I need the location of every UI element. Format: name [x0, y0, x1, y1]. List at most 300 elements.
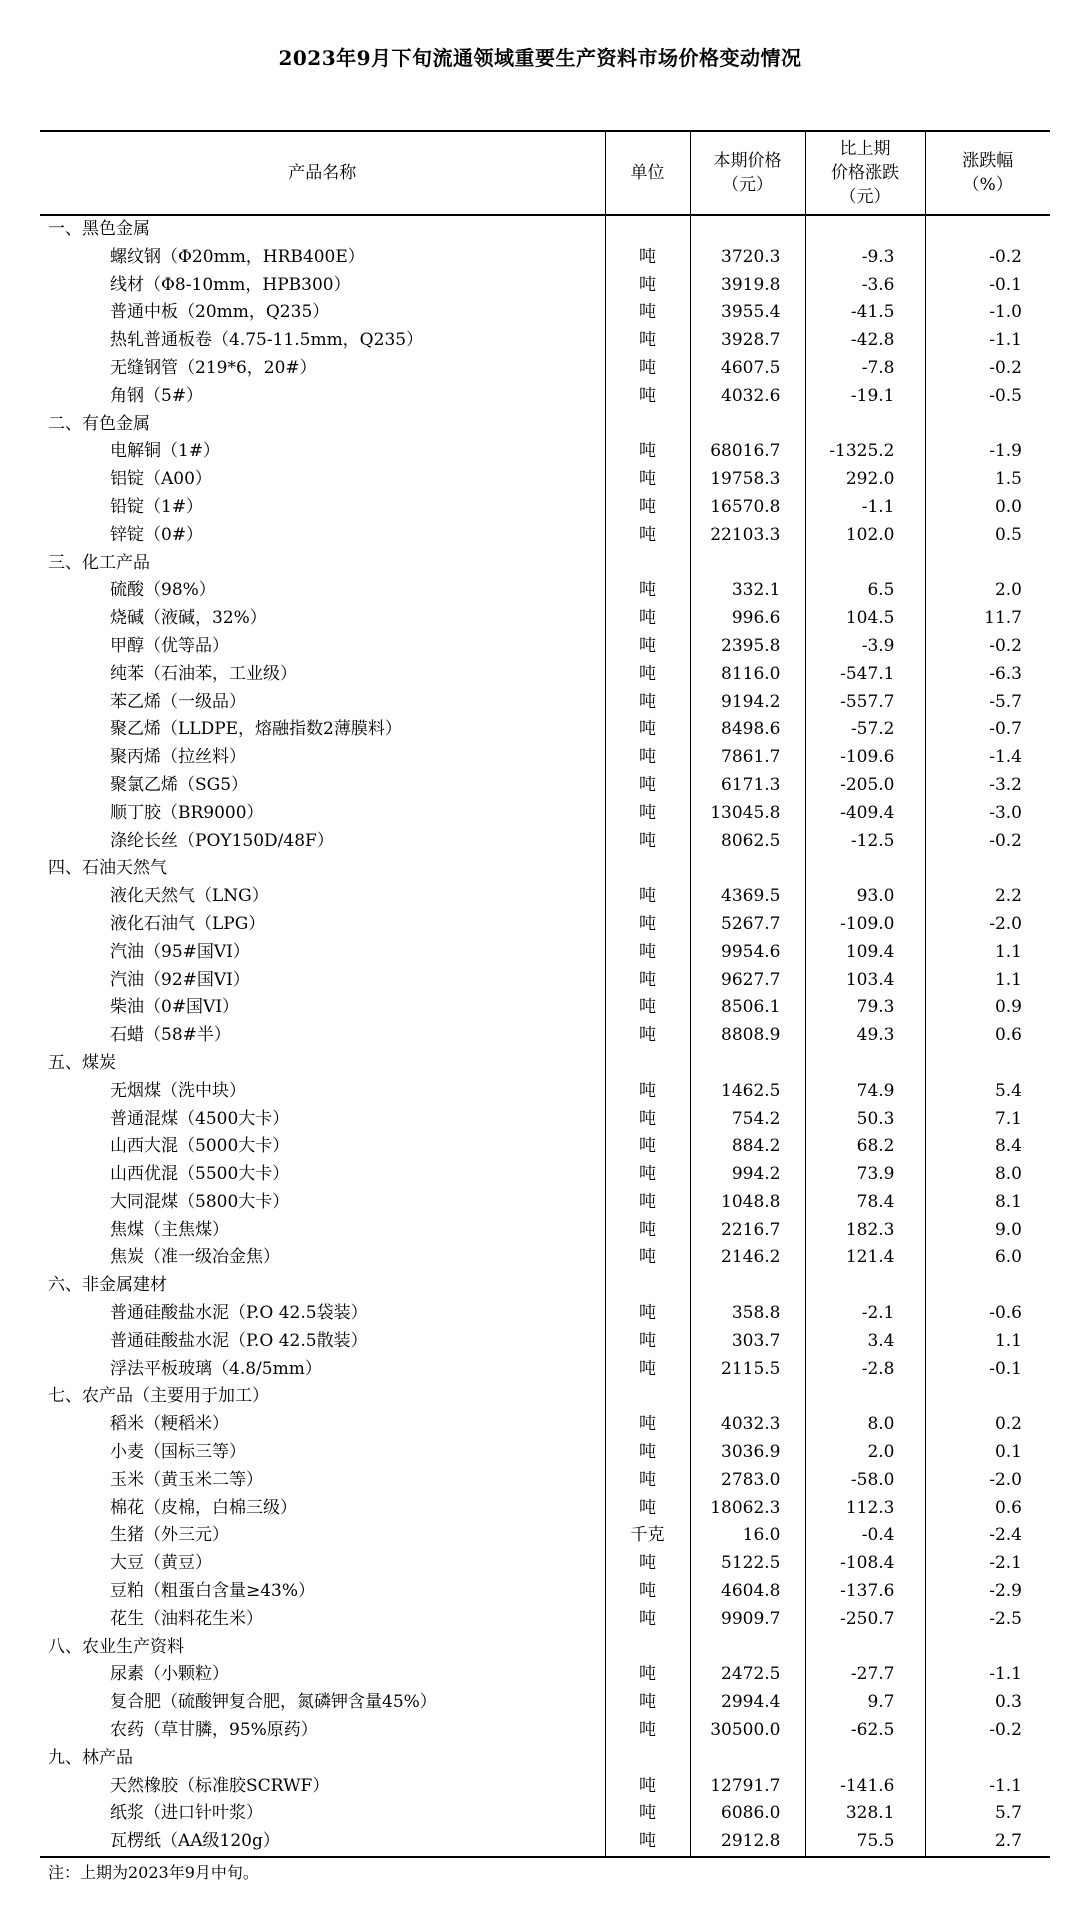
- category-row: [40, 550, 1050, 578]
- product-unit: 吨: [605, 994, 690, 1022]
- change-percent: -0.2: [925, 828, 1050, 856]
- table-row: [40, 522, 1050, 550]
- change-percent: 8.1: [925, 1189, 1050, 1217]
- product-name: 甲醇（优等品）: [110, 635, 229, 656]
- current-price: 2216.7: [690, 1217, 805, 1245]
- empty-cell: [605, 1745, 690, 1773]
- category-name: 八、农业生产资料: [48, 1636, 184, 1657]
- product-unit: 吨: [605, 244, 690, 272]
- category-row: [40, 1634, 1050, 1662]
- category-row: [40, 1745, 1050, 1773]
- change-percent: -3.2: [925, 772, 1050, 800]
- header-change-pct: 涨跌幅 （%）: [925, 131, 1050, 215]
- empty-cell: [605, 855, 690, 883]
- category-row: [40, 1383, 1050, 1411]
- current-price: 68016.7: [690, 438, 805, 466]
- product-name: 焦炭（准一级冶金焦）: [110, 1247, 280, 1268]
- price-change: 2.0: [805, 1439, 925, 1467]
- price-change: -12.5: [805, 828, 925, 856]
- table-row: [40, 577, 1050, 605]
- change-percent: 7.1: [925, 1106, 1050, 1134]
- category-name: 九、林产品: [48, 1747, 133, 1768]
- price-change: -9.3: [805, 244, 925, 272]
- current-price: 3720.3: [690, 244, 805, 272]
- current-price: 19758.3: [690, 466, 805, 494]
- current-price: 2783.0: [690, 1467, 805, 1495]
- current-price: 303.7: [690, 1328, 805, 1356]
- price-change: -409.4: [805, 800, 925, 828]
- category-name: 七、农产品（主要用于加工）: [48, 1386, 269, 1407]
- change-percent: -2.0: [925, 1467, 1050, 1495]
- current-price: 16570.8: [690, 494, 805, 522]
- change-percent: 0.5: [925, 522, 1050, 550]
- table-body: [40, 215, 1050, 1857]
- empty-cell: [805, 1272, 925, 1300]
- product-name: 柴油（0#国VI）: [110, 997, 240, 1018]
- table-row: [40, 1717, 1050, 1745]
- price-change: -3.6: [805, 272, 925, 300]
- table-row: [40, 299, 1050, 327]
- price-table: [40, 130, 1050, 1858]
- current-price: 22103.3: [690, 522, 805, 550]
- header-price-change: 比上期 价格涨跌 （元）: [805, 131, 925, 215]
- product-name: 玉米（黄玉米二等）: [110, 1469, 263, 1490]
- product-name: 农药（草甘膦，95%原药）: [110, 1720, 318, 1741]
- price-change: 182.3: [805, 1217, 925, 1245]
- empty-cell: [690, 215, 805, 244]
- table-row: [40, 1689, 1050, 1717]
- empty-cell: [690, 1745, 805, 1773]
- change-percent: -1.1: [925, 327, 1050, 355]
- category-row: [40, 1272, 1050, 1300]
- current-price: 3036.9: [690, 1439, 805, 1467]
- category-name: 一、黑色金属: [48, 219, 150, 239]
- product-unit: 吨: [605, 1689, 690, 1717]
- empty-cell: [925, 1383, 1050, 1411]
- change-percent: -1.9: [925, 438, 1050, 466]
- category-name: 六、非金属建材: [48, 1275, 167, 1296]
- table-row: [40, 244, 1050, 272]
- change-percent: -0.2: [925, 633, 1050, 661]
- current-price: 4607.5: [690, 355, 805, 383]
- product-unit: 吨: [605, 939, 690, 967]
- price-change: 292.0: [805, 466, 925, 494]
- table-row: [40, 1356, 1050, 1384]
- product-name: 大豆（黄豆）: [110, 1553, 212, 1574]
- category-row: [40, 1050, 1050, 1078]
- product-name: 涤纶长丝（POY150D/48F）: [110, 830, 334, 851]
- product-name: 无烟煤（洗中块）: [110, 1080, 246, 1101]
- product-unit: 吨: [605, 1828, 690, 1857]
- product-name: 山西大混（5000大卡）: [110, 1136, 290, 1157]
- product-name: 普通硅酸盐水泥（P.O 42.5散装）: [110, 1330, 368, 1351]
- current-price: 5122.5: [690, 1550, 805, 1578]
- price-change: 6.5: [805, 577, 925, 605]
- product-unit: 吨: [605, 1244, 690, 1272]
- empty-cell: [925, 1634, 1050, 1662]
- current-price: 4032.6: [690, 383, 805, 411]
- change-percent: 1.1: [925, 1328, 1050, 1356]
- price-change: -57.2: [805, 716, 925, 744]
- table-row: [40, 1606, 1050, 1634]
- price-change: 109.4: [805, 939, 925, 967]
- product-name: 大同混煤（5800大卡）: [110, 1191, 290, 1212]
- table-row: [40, 911, 1050, 939]
- empty-cell: [925, 215, 1050, 244]
- change-percent: 6.0: [925, 1244, 1050, 1272]
- change-percent: -0.1: [925, 272, 1050, 300]
- product-name: 山西优混（5500大卡）: [110, 1164, 290, 1185]
- price-change: 9.7: [805, 1689, 925, 1717]
- current-price: 9954.6: [690, 939, 805, 967]
- current-price: 1048.8: [690, 1189, 805, 1217]
- product-unit: 吨: [605, 1217, 690, 1245]
- product-name: 豆粕（粗蛋白含量≥43%）: [110, 1581, 316, 1602]
- empty-cell: [805, 1050, 925, 1078]
- product-name: 电解铜（1#）: [110, 441, 221, 462]
- product-name: 无缝钢管（219*6，20#）: [110, 357, 317, 378]
- price-change: 68.2: [805, 1133, 925, 1161]
- current-price: 13045.8: [690, 800, 805, 828]
- current-price: 8062.5: [690, 828, 805, 856]
- price-change: -7.8: [805, 355, 925, 383]
- change-percent: 9.0: [925, 1217, 1050, 1245]
- product-unit: 吨: [605, 1161, 690, 1189]
- product-name: 焦煤（主焦煤）: [110, 1219, 229, 1240]
- current-price: 3928.7: [690, 327, 805, 355]
- product-unit: 吨: [605, 661, 690, 689]
- price-change: -1325.2: [805, 438, 925, 466]
- price-change: 112.3: [805, 1495, 925, 1523]
- table-row: [40, 1217, 1050, 1245]
- price-change: -2.8: [805, 1356, 925, 1384]
- empty-cell: [805, 215, 925, 244]
- change-percent: -6.3: [925, 661, 1050, 689]
- current-price: 994.2: [690, 1161, 805, 1189]
- change-percent: 0.9: [925, 994, 1050, 1022]
- price-change: 328.1: [805, 1800, 925, 1828]
- empty-cell: [690, 1634, 805, 1662]
- price-change: 49.3: [805, 1022, 925, 1050]
- product-unit: 吨: [605, 438, 690, 466]
- change-percent: 5.4: [925, 1078, 1050, 1106]
- product-name: 普通中板（20mm，Q235）: [110, 302, 330, 323]
- change-percent: -0.1: [925, 1356, 1050, 1384]
- empty-cell: [805, 1383, 925, 1411]
- current-price: 4032.3: [690, 1411, 805, 1439]
- product-unit: 吨: [605, 1411, 690, 1439]
- table-row: [40, 1189, 1050, 1217]
- product-unit: 吨: [605, 383, 690, 411]
- table-row: [40, 689, 1050, 717]
- change-percent: 0.6: [925, 1495, 1050, 1523]
- header-unit: 单位: [605, 131, 690, 215]
- table-row: [40, 1773, 1050, 1801]
- price-change: -19.1: [805, 383, 925, 411]
- empty-cell: [605, 550, 690, 578]
- price-change: -250.7: [805, 1606, 925, 1634]
- product-unit: 吨: [605, 1328, 690, 1356]
- table-row: [40, 883, 1050, 911]
- product-name: 生猪（外三元）: [110, 1525, 229, 1546]
- empty-cell: [605, 215, 690, 244]
- price-change: 74.9: [805, 1078, 925, 1106]
- table-row: [40, 1328, 1050, 1356]
- change-percent: -0.2: [925, 355, 1050, 383]
- table-row: [40, 1522, 1050, 1550]
- category-row: [40, 215, 1050, 244]
- price-change: -42.8: [805, 327, 925, 355]
- current-price: 6086.0: [690, 1800, 805, 1828]
- empty-cell: [690, 550, 805, 578]
- table-row: [40, 466, 1050, 494]
- price-change: -109.6: [805, 744, 925, 772]
- price-change: 50.3: [805, 1106, 925, 1134]
- change-percent: 1.5: [925, 466, 1050, 494]
- category-row: [40, 411, 1050, 439]
- current-price: 2146.2: [690, 1244, 805, 1272]
- empty-cell: [925, 1272, 1050, 1300]
- price-change: -137.6: [805, 1578, 925, 1606]
- product-name: 稻米（粳稻米）: [110, 1414, 229, 1435]
- product-name: 液化石油气（LPG）: [110, 913, 266, 934]
- price-change: -58.0: [805, 1467, 925, 1495]
- change-percent: -2.9: [925, 1578, 1050, 1606]
- table-row: [40, 494, 1050, 522]
- empty-cell: [925, 1745, 1050, 1773]
- current-price: 358.8: [690, 1300, 805, 1328]
- current-price: 8116.0: [690, 661, 805, 689]
- product-name: 螺纹钢（Φ20mm，HRB400E）: [110, 246, 365, 267]
- product-unit: 吨: [605, 1356, 690, 1384]
- change-percent: 8.4: [925, 1133, 1050, 1161]
- product-name: 铝锭（A00）: [110, 469, 212, 490]
- change-percent: -2.0: [925, 911, 1050, 939]
- empty-cell: [690, 1383, 805, 1411]
- product-name: 硫酸（98%）: [110, 580, 216, 601]
- change-percent: -5.7: [925, 689, 1050, 717]
- current-price: 9909.7: [690, 1606, 805, 1634]
- price-change: -3.9: [805, 633, 925, 661]
- product-name: 聚乙烯（LLDPE，熔融指数2薄膜料）: [110, 719, 402, 740]
- change-percent: -2.1: [925, 1550, 1050, 1578]
- product-unit: 吨: [605, 466, 690, 494]
- product-unit: 吨: [605, 1022, 690, 1050]
- category-name: 二、有色金属: [48, 413, 150, 434]
- current-price: 996.6: [690, 605, 805, 633]
- product-name: 复合肥（硫酸钾复合肥，氮磷钾含量45%）: [110, 1692, 437, 1713]
- table-row: [40, 1022, 1050, 1050]
- product-unit: 千克: [605, 1522, 690, 1550]
- product-unit: 吨: [605, 1578, 690, 1606]
- price-change: -141.6: [805, 1773, 925, 1801]
- table-row: [40, 1439, 1050, 1467]
- product-unit: 吨: [605, 1661, 690, 1689]
- product-unit: 吨: [605, 1189, 690, 1217]
- empty-cell: [690, 1050, 805, 1078]
- price-change: 121.4: [805, 1244, 925, 1272]
- table-row: [40, 1300, 1050, 1328]
- empty-cell: [605, 1272, 690, 1300]
- price-change: -109.0: [805, 911, 925, 939]
- current-price: 754.2: [690, 1106, 805, 1134]
- product-name: 线材（Φ8-10mm，HPB300）: [110, 274, 351, 295]
- product-unit: 吨: [605, 1606, 690, 1634]
- current-price: 12791.7: [690, 1773, 805, 1801]
- price-change: -27.7: [805, 1661, 925, 1689]
- product-unit: 吨: [605, 1439, 690, 1467]
- table-header-row: [40, 131, 1050, 215]
- price-change: -41.5: [805, 299, 925, 327]
- product-unit: 吨: [605, 1078, 690, 1106]
- product-unit: 吨: [605, 327, 690, 355]
- change-percent: 11.7: [925, 605, 1050, 633]
- change-percent: -3.0: [925, 800, 1050, 828]
- price-change: 104.5: [805, 605, 925, 633]
- table-row: [40, 438, 1050, 466]
- product-unit: 吨: [605, 1717, 690, 1745]
- table-row: [40, 1244, 1050, 1272]
- change-percent: 0.1: [925, 1439, 1050, 1467]
- table-row: [40, 1495, 1050, 1523]
- current-price: 332.1: [690, 577, 805, 605]
- empty-cell: [805, 1634, 925, 1662]
- current-price: 2994.4: [690, 1689, 805, 1717]
- price-change: -547.1: [805, 661, 925, 689]
- header-product-name: 产品名称: [40, 131, 605, 215]
- table-row: [40, 772, 1050, 800]
- product-unit: 吨: [605, 272, 690, 300]
- product-name: 顺丁胶（BR9000）: [110, 802, 264, 823]
- product-name: 普通混煤（4500大卡）: [110, 1108, 290, 1129]
- current-price: 2115.5: [690, 1356, 805, 1384]
- price-change: -557.7: [805, 689, 925, 717]
- price-change: 73.9: [805, 1161, 925, 1189]
- current-price: 4604.8: [690, 1578, 805, 1606]
- product-unit: 吨: [605, 494, 690, 522]
- table-row: [40, 1467, 1050, 1495]
- table-row: [40, 1661, 1050, 1689]
- price-change: 8.0: [805, 1411, 925, 1439]
- table-row: [40, 1828, 1050, 1857]
- category-name: 四、石油天然气: [48, 858, 167, 879]
- empty-cell: [805, 411, 925, 439]
- product-name: 纯苯（石油苯，工业级）: [110, 663, 297, 684]
- current-price: 4369.5: [690, 883, 805, 911]
- table-row: [40, 1800, 1050, 1828]
- current-price: 16.0: [690, 1522, 805, 1550]
- price-change: -1.1: [805, 494, 925, 522]
- table-row: [40, 716, 1050, 744]
- empty-cell: [805, 855, 925, 883]
- change-percent: -0.5: [925, 383, 1050, 411]
- product-name: 尿素（小颗粒）: [110, 1664, 229, 1685]
- empty-cell: [605, 1383, 690, 1411]
- table-row: [40, 355, 1050, 383]
- current-price: 2472.5: [690, 1661, 805, 1689]
- change-percent: 0.6: [925, 1022, 1050, 1050]
- change-percent: -2.5: [925, 1606, 1050, 1634]
- product-name: 瓦楞纸（AA级120g）: [40, 1828, 605, 1857]
- change-percent: -0.7: [925, 716, 1050, 744]
- header-current-price: 本期价格 （元）: [690, 131, 805, 215]
- product-name: 锌锭（0#）: [110, 524, 204, 545]
- empty-cell: [925, 550, 1050, 578]
- product-unit: 吨: [605, 967, 690, 995]
- product-unit: 吨: [605, 299, 690, 327]
- table-row: [40, 605, 1050, 633]
- table-row: [40, 1578, 1050, 1606]
- table-row: [40, 939, 1050, 967]
- empty-cell: [690, 411, 805, 439]
- change-percent: -1.0: [925, 299, 1050, 327]
- change-percent: 0.2: [925, 1411, 1050, 1439]
- empty-cell: [925, 855, 1050, 883]
- product-name: 铅锭（1#）: [110, 496, 204, 517]
- current-price: 2912.8: [690, 1828, 805, 1857]
- product-name: 热轧普通板卷（4.75-11.5mm，Q235）: [110, 330, 424, 351]
- footnote: 注：上期为2023年9月中旬。: [48, 1863, 259, 1882]
- change-percent: 8.0: [925, 1161, 1050, 1189]
- category-name: 三、化工产品: [48, 552, 150, 573]
- product-name: 小麦（国标三等）: [110, 1442, 246, 1463]
- price-change: -2.1: [805, 1300, 925, 1328]
- change-percent: -2.4: [925, 1522, 1050, 1550]
- price-change: -205.0: [805, 772, 925, 800]
- product-name: 石蜡（58#半）: [110, 1025, 231, 1046]
- current-price: 2395.8: [690, 633, 805, 661]
- product-name: 聚丙烯（拉丝料）: [110, 747, 246, 768]
- product-name: 棉花（皮棉，白棉三级）: [110, 1497, 297, 1518]
- product-name: 浮法平板玻璃（4.8/5mm）: [110, 1358, 322, 1379]
- current-price: 9194.2: [690, 689, 805, 717]
- table-row: [40, 1411, 1050, 1439]
- product-name: 汽油（95#国VI）: [110, 941, 250, 962]
- current-price: 9627.7: [690, 967, 805, 995]
- current-price: 8506.1: [690, 994, 805, 1022]
- current-price: 18062.3: [690, 1495, 805, 1523]
- product-name: 液化天然气（LNG）: [110, 886, 269, 907]
- category-row: [40, 855, 1050, 883]
- change-percent: 1.1: [925, 939, 1050, 967]
- price-change: 102.0: [805, 522, 925, 550]
- product-unit: 吨: [605, 633, 690, 661]
- product-unit: 吨: [605, 1773, 690, 1801]
- current-price: 3955.4: [690, 299, 805, 327]
- change-percent: 2.2: [925, 883, 1050, 911]
- product-unit: 吨: [605, 744, 690, 772]
- product-name: 天然橡胶（标准胶SCRWF）: [110, 1775, 330, 1796]
- table-row: [40, 1133, 1050, 1161]
- price-change: 93.0: [805, 883, 925, 911]
- table-row: [40, 967, 1050, 995]
- price-change: 103.4: [805, 967, 925, 995]
- change-percent: 2.0: [925, 577, 1050, 605]
- page-title: 2023年9月下旬流通领域重要生产资料市场价格变动情况: [278, 46, 802, 70]
- table-row: [40, 1161, 1050, 1189]
- product-unit: 吨: [605, 911, 690, 939]
- product-name: 角钢（5#）: [110, 385, 204, 406]
- table-row: [40, 1106, 1050, 1134]
- empty-cell: [805, 550, 925, 578]
- price-change: 78.4: [805, 1189, 925, 1217]
- price-change: 3.4: [805, 1328, 925, 1356]
- empty-cell: [605, 1050, 690, 1078]
- table-row: [40, 828, 1050, 856]
- product-unit: 吨: [605, 1495, 690, 1523]
- current-price: 6171.3: [690, 772, 805, 800]
- price-change: -62.5: [805, 1717, 925, 1745]
